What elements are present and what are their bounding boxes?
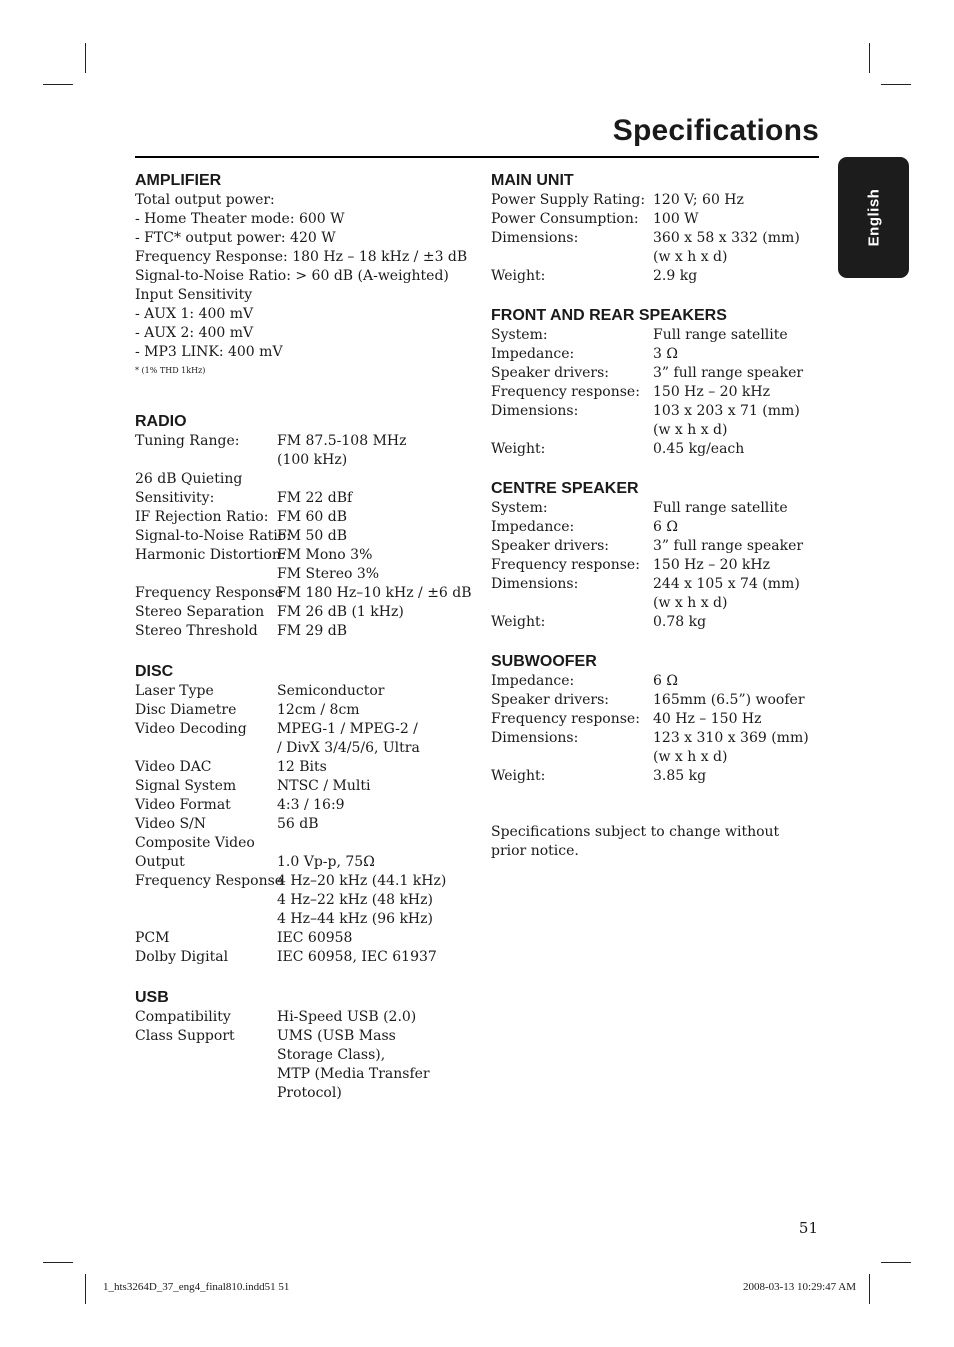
spec-row (135, 432, 470, 470)
crop-mark (43, 1262, 73, 1263)
spec-value: Full range satellite (653, 500, 788, 516)
spec-label: Weight: (491, 768, 546, 784)
spec-value: 0.78 kg (653, 614, 707, 630)
spec-line: Total output power: (135, 192, 275, 208)
spec-label: Video Decoding (135, 721, 247, 737)
spec-value: IEC 60958, IEC 61937 (277, 949, 437, 965)
spec-label: Tuning Range: (135, 433, 240, 449)
spec-label: Frequency response: (491, 384, 640, 400)
spec-value: 3.85 kg (653, 768, 707, 784)
spec-label: Composite Video (135, 835, 255, 851)
spec-label: Speaker drivers: (491, 538, 610, 554)
spec-label: Dimensions: (491, 730, 579, 746)
page-number: 51 (798, 1219, 818, 1237)
spec-row (135, 603, 470, 622)
spec-row (491, 326, 811, 345)
section-radio (135, 411, 470, 641)
spec-row (135, 853, 470, 872)
spec-label: PCM (135, 930, 170, 946)
spec-row (491, 499, 811, 518)
spec-value: Protocol) (277, 1085, 342, 1101)
spec-label: Frequency Response (135, 873, 284, 889)
section-title: SUBWOOFER (491, 653, 597, 670)
spec-row (491, 575, 811, 613)
spec-row (135, 701, 470, 720)
spec-row (135, 872, 470, 929)
spec-line: Signal-to-Noise Ratio: > 60 dB (A-weighted) (135, 268, 449, 284)
spec-label: Disc Diametre (135, 702, 237, 718)
spec-row (135, 758, 470, 777)
left-column (135, 170, 470, 1123)
spec-label: Impedance: (491, 346, 575, 362)
section-title: RADIO (135, 413, 187, 430)
spec-label: Dimensions: (491, 230, 579, 246)
spec-row (135, 777, 470, 796)
spec-label: Video DAC (135, 759, 212, 775)
spec-value: 12cm / 8cm (277, 702, 360, 718)
spec-value: 40 Hz – 150 Hz (653, 711, 762, 727)
spec-value: 123 x 310 x 369 (mm) (653, 730, 809, 746)
spec-row (491, 729, 811, 767)
spec-value: FM Stereo 3% (277, 566, 380, 582)
spec-row (135, 929, 470, 948)
spec-label: Frequency response: (491, 711, 640, 727)
spec-value: 120 V; 60 Hz (653, 192, 744, 208)
spec-row (491, 440, 811, 459)
spec-line: - AUX 2: 400 mV (135, 325, 254, 341)
spec-value: FM 87.5-108 MHz (277, 433, 407, 449)
crop-mark (869, 1274, 870, 1304)
spec-value: 6 Ω (653, 673, 678, 689)
spec-row (491, 229, 811, 267)
spec-value: 100 W (653, 211, 699, 227)
spec-label: Power Supply Rating: (491, 192, 646, 208)
spec-value: 6 Ω (653, 519, 678, 535)
spec-row (135, 470, 470, 489)
spec-value: 150 Hz – 20 kHz (653, 384, 770, 400)
right-column (491, 170, 811, 861)
spec-row (135, 682, 470, 701)
section-centre-speaker (491, 478, 811, 632)
spec-label: Frequency Response (135, 585, 284, 601)
spec-row (135, 796, 470, 815)
spec-label: Output (135, 854, 185, 870)
spec-row (491, 210, 811, 229)
spec-value: (100 kHz) (277, 452, 348, 468)
spec-value: / DivX 3/4/5/6, Ultra (277, 740, 420, 756)
spec-row (135, 720, 470, 758)
spec-value: FM 26 dB (1 kHz) (277, 604, 404, 620)
spec-value: FM 180 Hz–10 kHz / ±6 dB (277, 585, 472, 601)
spec-label: Frequency response: (491, 557, 640, 573)
spec-label: Sensitivity: (135, 490, 215, 506)
spec-value: NTSC / Multi (277, 778, 371, 794)
spec-value: UMS (USB Mass (277, 1028, 396, 1044)
spec-label: Video S/N (135, 816, 207, 832)
spec-line: - MP3 LINK: 400 mV (135, 344, 283, 360)
spec-row (135, 622, 470, 641)
footer-file-slug: 1_hts3264D_37_eng4_final810.indd51 51 (103, 1281, 290, 1293)
spec-value: 2.9 kg (653, 268, 698, 284)
spec-row (491, 710, 811, 729)
spec-row (135, 948, 470, 967)
section-main-unit (491, 170, 811, 286)
spec-row (491, 345, 811, 364)
spec-value: 4 Hz–20 kHz (44.1 kHz) (277, 873, 447, 889)
spec-value: 103 x 203 x 71 (mm) (653, 403, 800, 419)
spec-value: 165mm (6.5”) woofer (653, 692, 805, 708)
spec-value: FM 50 dB (277, 528, 348, 544)
spec-value: 360 x 58 x 332 (mm) (653, 230, 800, 246)
spec-line: - FTC* output power: 420 W (135, 230, 336, 246)
spec-label: System: (491, 327, 548, 343)
spec-label: Weight: (491, 268, 546, 284)
spec-row (491, 537, 811, 556)
crop-mark (85, 1274, 86, 1304)
spec-label: Laser Type (135, 683, 214, 699)
spec-label: IF Rejection Ratio: (135, 509, 269, 525)
spec-value: MPEG-1 / MPEG-2 / (277, 721, 418, 737)
spec-label: Speaker drivers: (491, 365, 610, 381)
spec-row (491, 672, 811, 691)
spec-row (135, 546, 470, 584)
spec-row (135, 834, 470, 853)
crop-mark (881, 1262, 911, 1263)
spec-label: Dimensions: (491, 576, 579, 592)
spec-value: 4:3 / 16:9 (277, 797, 345, 813)
spec-label: Dimensions: (491, 403, 579, 419)
spec-label: Speaker drivers: (491, 692, 610, 708)
spec-row (491, 518, 811, 537)
spec-row (135, 584, 470, 603)
spec-value: FM 60 dB (277, 509, 348, 525)
title-divider (135, 156, 819, 158)
spec-value: 3 Ω (653, 346, 678, 362)
spec-label: Stereo Threshold (135, 623, 258, 639)
spec-value: FM 22 dBf (277, 490, 353, 506)
section-subwoofer (491, 651, 811, 786)
spec-label: Class Support (135, 1028, 235, 1044)
spec-label: Impedance: (491, 673, 575, 689)
spec-value: Hi-Speed USB (2.0) (277, 1009, 417, 1025)
spec-label: System: (491, 500, 548, 516)
crop-mark (881, 84, 911, 85)
spec-row (491, 556, 811, 575)
section-amplifier (135, 170, 470, 377)
spec-line: Input Sensitivity (135, 287, 253, 303)
spec-label: Video Format (135, 797, 231, 813)
spec-value: (w x h x d) (653, 249, 728, 265)
section-front-rear-speakers (491, 305, 811, 459)
spec-row (491, 364, 811, 383)
spec-value: (w x h x d) (653, 595, 728, 611)
spec-label: Weight: (491, 441, 546, 457)
spec-value: (w x h x d) (653, 749, 728, 765)
spec-row (491, 613, 811, 632)
spec-row (135, 1027, 470, 1103)
spec-value: 3” full range speaker (653, 365, 804, 381)
change-notice: Specifications subject to change without prior notice. (491, 824, 780, 859)
spec-label: Impedance: (491, 519, 575, 535)
section-title: FRONT AND REAR SPEAKERS (491, 307, 727, 324)
spec-value: (w x h x d) (653, 422, 728, 438)
section-title: MAIN UNIT (491, 172, 574, 189)
spec-line: Frequency Response: 180 Hz – 18 kHz / ±3 dB (135, 249, 468, 265)
section-title: DISC (135, 663, 174, 680)
section-usb (135, 987, 470, 1103)
spec-value: Storage Class), (277, 1047, 386, 1063)
spec-row (135, 815, 470, 834)
spec-value: 0.45 kg/each (653, 441, 745, 457)
spec-value: 150 Hz – 20 kHz (653, 557, 770, 573)
section-disc (135, 661, 470, 967)
section-title: USB (135, 989, 169, 1006)
spec-label: 26 dB Quieting (135, 471, 243, 487)
spec-value: 4 Hz–22 kHz (48 kHz) (277, 892, 433, 908)
spec-line: - AUX 1: 400 mV (135, 306, 254, 322)
spec-row (491, 383, 811, 402)
spec-value: MTP (Media Transfer (277, 1066, 430, 1082)
crop-mark (869, 43, 870, 73)
footer-timestamp: 2008-03-13 10:29:47 AM (742, 1281, 856, 1293)
spec-value: FM Mono 3% (277, 547, 373, 563)
spec-label: Compatibility (135, 1009, 231, 1025)
spec-row (135, 1008, 470, 1027)
spec-label: Weight: (491, 614, 546, 630)
crop-mark (85, 43, 86, 73)
spec-value: IEC 60958 (277, 930, 353, 946)
spec-row (491, 191, 811, 210)
spec-row (491, 402, 811, 440)
section-title: AMPLIFIER (135, 172, 222, 189)
spec-row (135, 508, 470, 527)
spec-value: 12 Bits (277, 759, 327, 775)
spec-row (135, 489, 470, 508)
spec-label: Dolby Digital (135, 949, 229, 965)
section-title: CENTRE SPEAKER (491, 480, 639, 497)
spec-row (135, 527, 470, 546)
crop-mark (43, 84, 73, 85)
spec-line: - Home Theater mode: 600 W (135, 211, 345, 227)
spec-value: 244 x 105 x 74 (mm) (653, 576, 800, 592)
spec-value: Semiconductor (277, 683, 385, 699)
spec-value: FM 29 dB (277, 623, 348, 639)
spec-label: Stereo Separation (135, 604, 265, 620)
spec-value: 1.0 Vp-p, 75Ω (277, 854, 375, 870)
spec-row (491, 691, 811, 710)
footnote: * (1% THD 1kHz) (135, 366, 206, 375)
spec-value: 3” full range speaker (653, 538, 804, 554)
language-tab-label: English (864, 188, 882, 247)
spec-label: Signal System (135, 778, 237, 794)
spec-value: 56 dB (277, 816, 319, 832)
spec-value: 4 Hz–44 kHz (96 kHz) (277, 911, 433, 927)
spec-value: Full range satellite (653, 327, 788, 343)
spec-label: Power Consumption: (491, 211, 639, 227)
page-title: Specifications (612, 114, 819, 147)
spec-label: Signal-to-Noise Ratio: (135, 528, 291, 544)
spec-row (491, 267, 811, 286)
spec-label: Harmonic Distortion: (135, 547, 286, 563)
spec-row (491, 767, 811, 786)
language-tab (838, 157, 909, 278)
